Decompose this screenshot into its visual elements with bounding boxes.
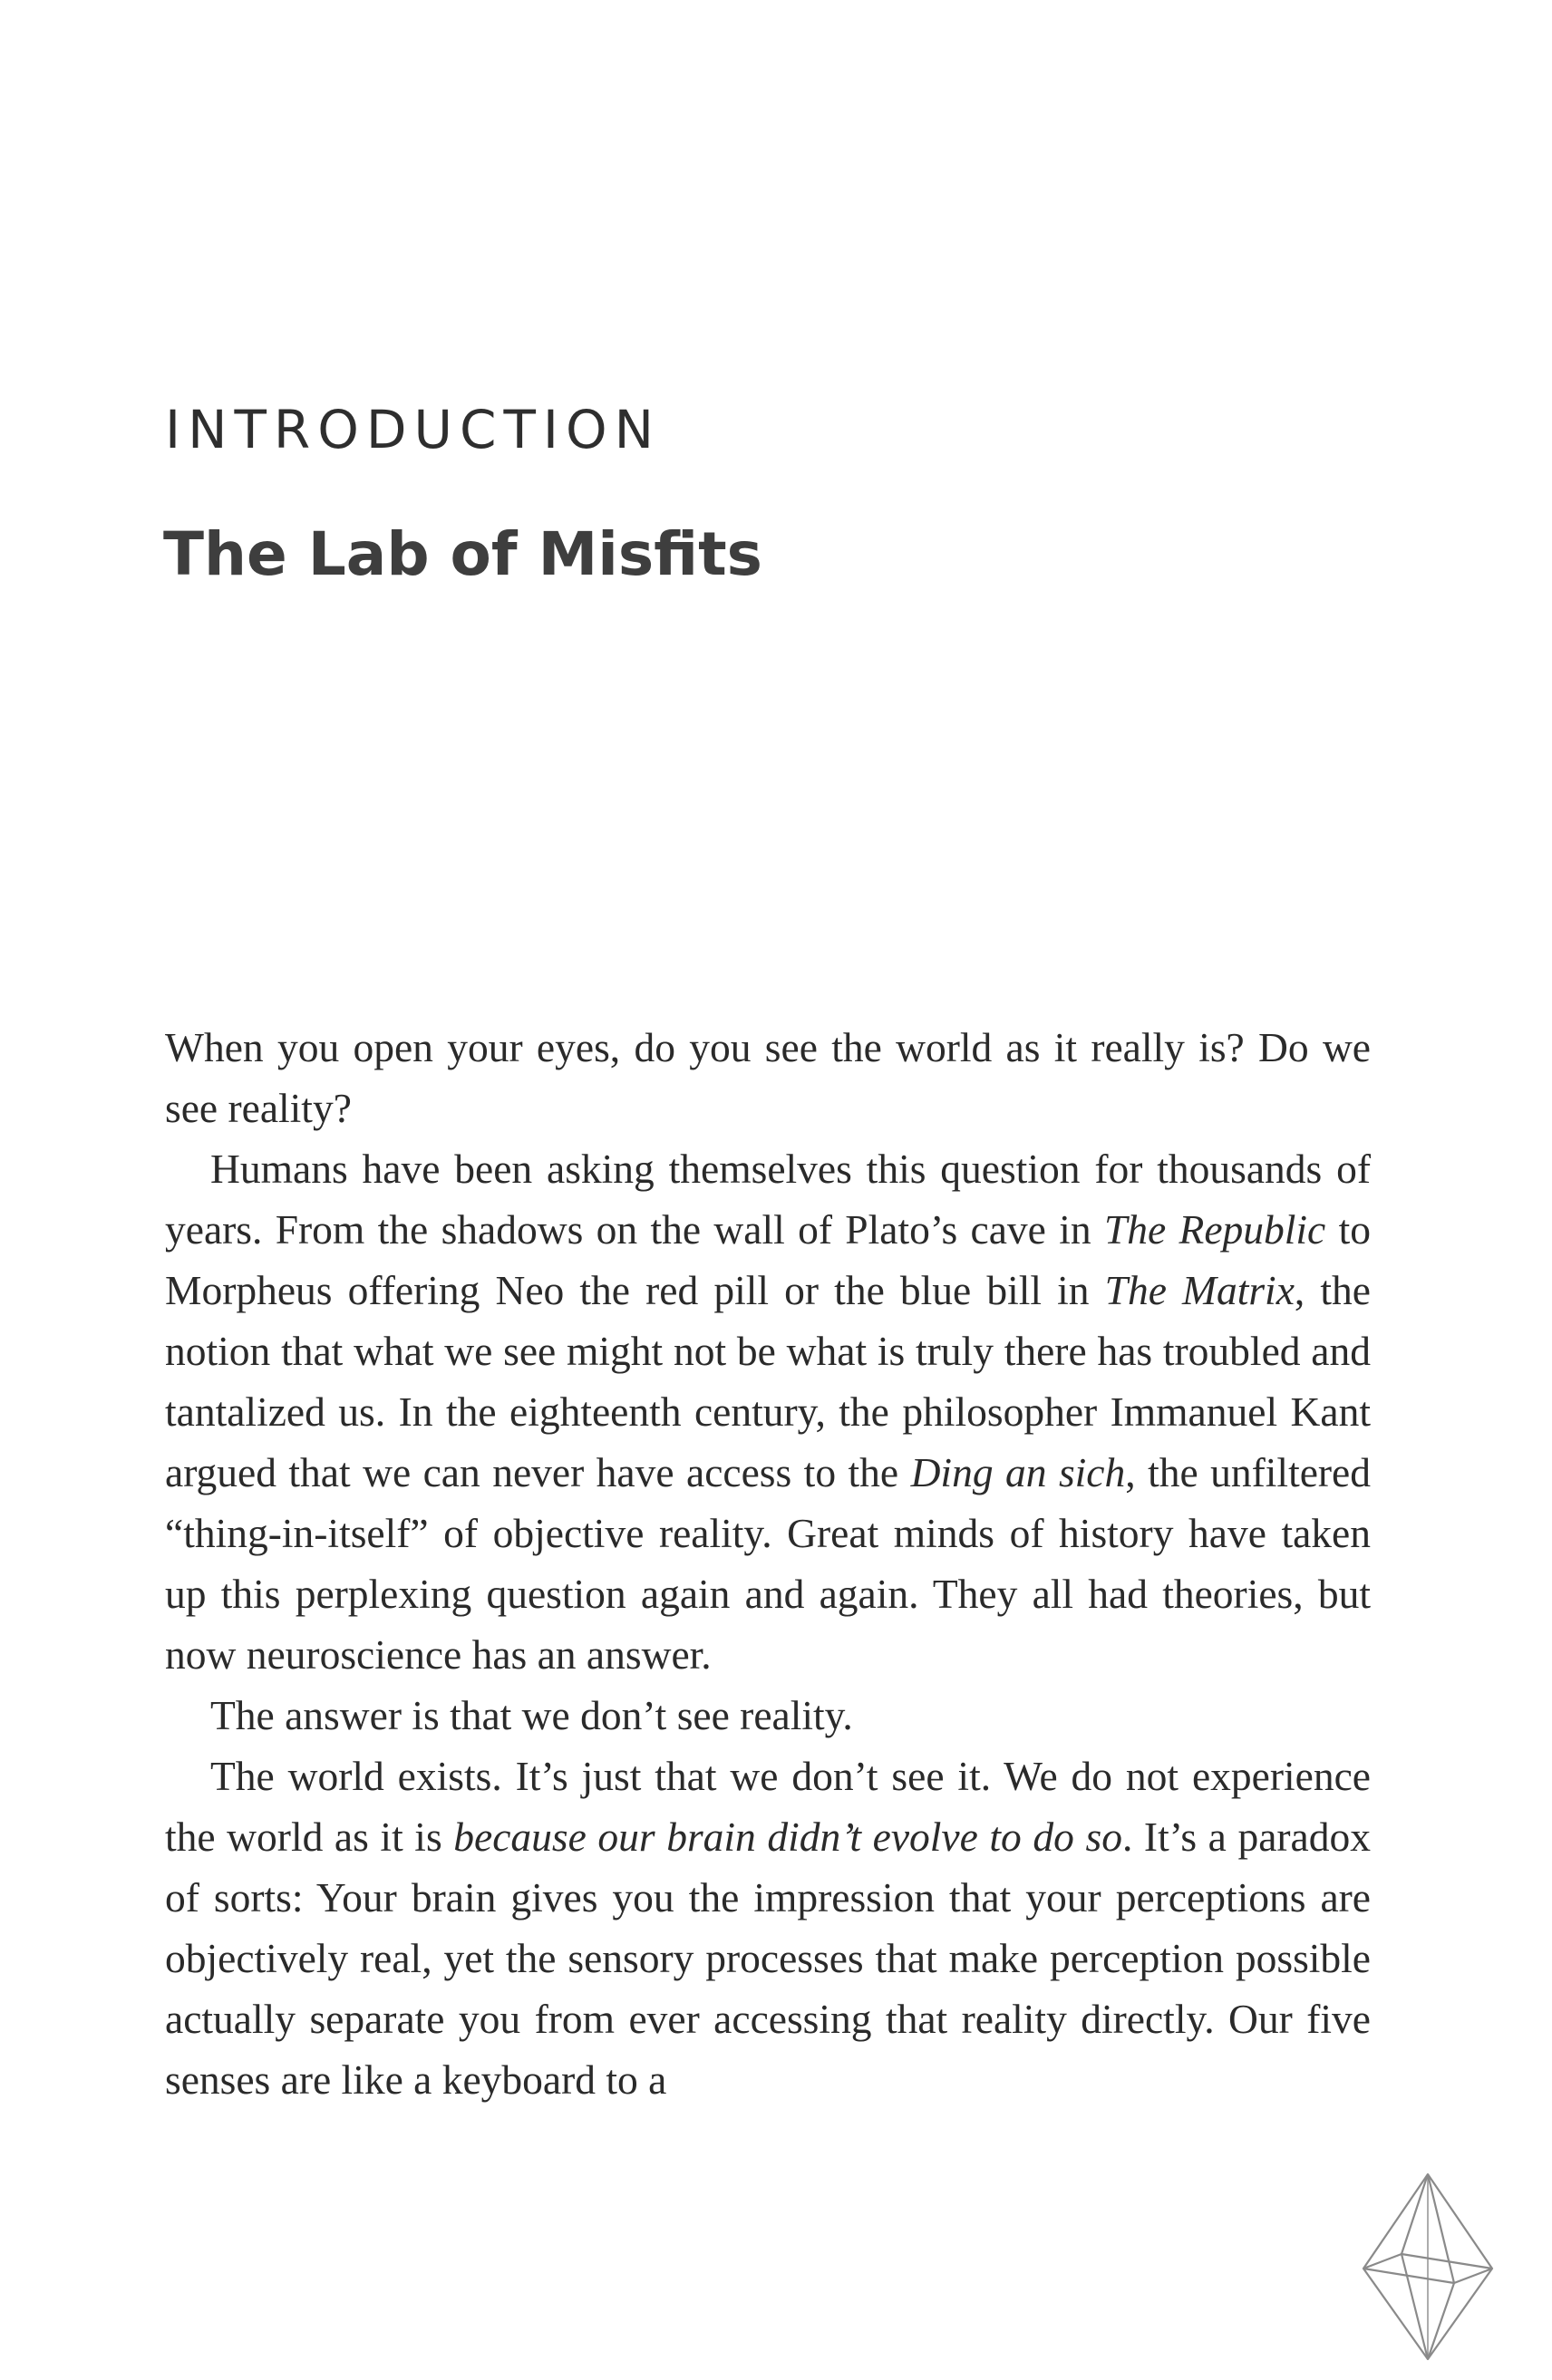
chapter-label: INTRODUCTION xyxy=(165,399,662,460)
paragraph-4-emphasis: because our brain didn’t evolve to do so xyxy=(453,1814,1122,1860)
film-title-the-matrix: The Matrix xyxy=(1104,1267,1295,1313)
book-title-the-republic: The Republic xyxy=(1103,1206,1326,1253)
paragraph-2-text-c: to Morpheus offering Neo the red pill or the blue bill in xyxy=(165,1206,1371,1313)
chapter-title: The Lab of Misfits xyxy=(163,519,762,589)
paragraph-2-text-a: Humans have been asking themselves this question for thousands of years. From the shadows on the wall of Plato’s cave in xyxy=(165,1146,1371,1253)
paragraph-4-text-c: . It’s a paradox of sorts: Your brain gives you the impression that your perceptions are objectively real, yet the sensory processes that make perception possible actually separate you from ever accessing that reality directly. Our five senses are like a keyboard to a xyxy=(165,1814,1371,2103)
octahedron-ornament-icon xyxy=(1360,2171,1496,2363)
body-text xyxy=(165,1017,1371,2110)
paragraph-4-text-a: The world exists. It’s just that we don’t see it. We do not experience the world as it is xyxy=(165,1753,1371,1860)
paragraph-2-text-e: , the notion that what we see might not be what is truly there has troubled and tantalized us. In the eighteenth century, the philosopher Immanuel Kant argued that we can never have access to the xyxy=(165,1267,1371,1495)
paragraph-2 xyxy=(165,1138,1371,1685)
paragraph-2-text-g: , the unfiltered “thing-in-itself” of objective reality. Great minds of history have taken up this perplexing question again and again. They all had theories, but now neuroscience has an answer. xyxy=(165,1449,1371,1678)
term-ding-an-sich: Ding an sich xyxy=(910,1449,1126,1495)
paragraph-3: The answer is that we don’t see reality. xyxy=(210,1692,853,1738)
paragraph-1: When you open your eyes, do you see the world as it really is? Do we see reality? xyxy=(165,1024,1371,1131)
paragraph-4 xyxy=(165,1746,1371,2110)
